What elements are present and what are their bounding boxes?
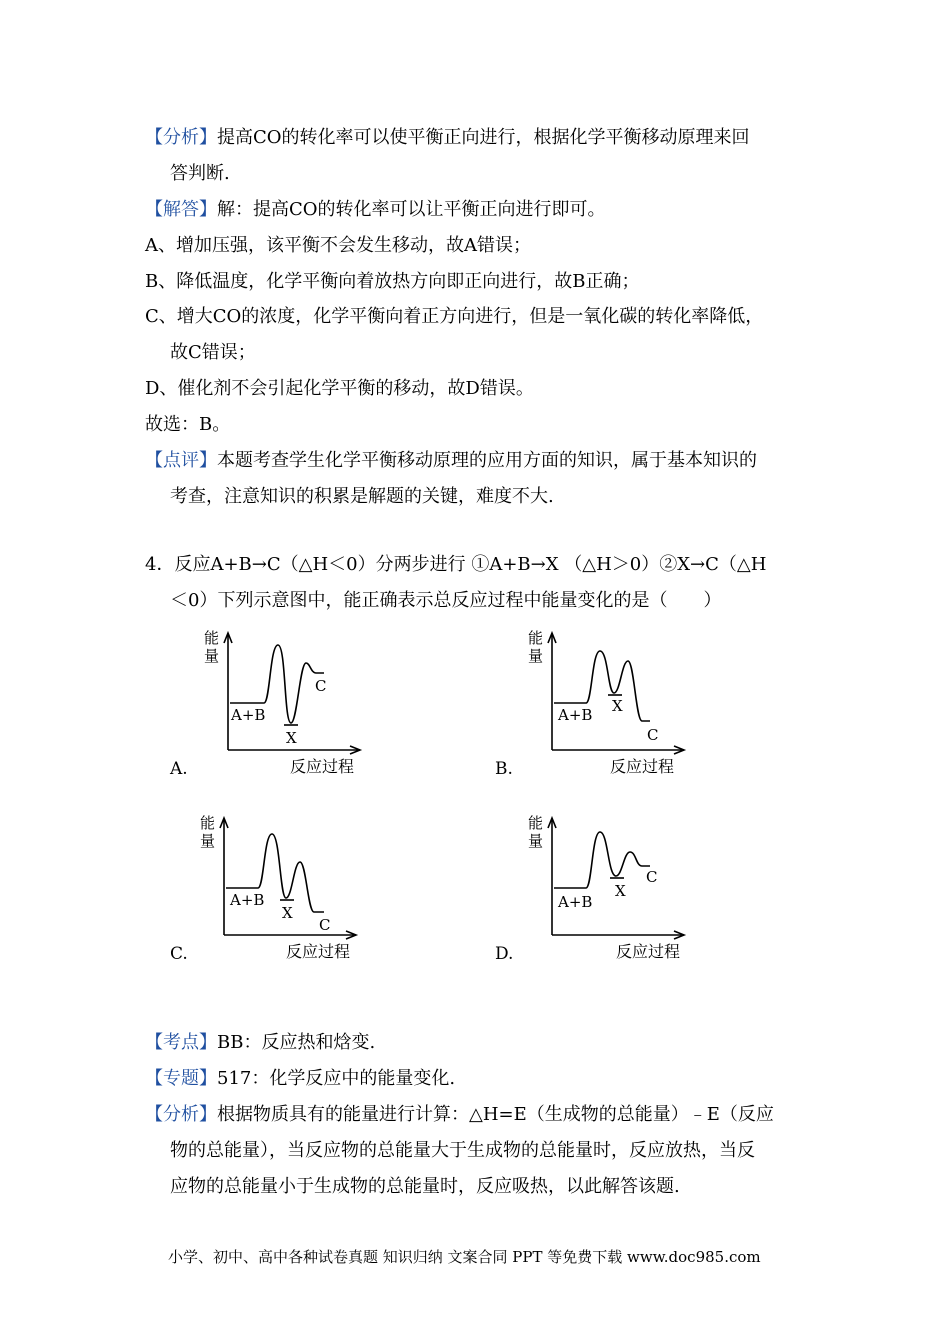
analysis2-text-2: 物的总能量），当反应物的总能量大于生成物的总能量时，反应放热，当反 [170,1140,755,1161]
y-label-2: 量 [200,832,216,850]
product-label: C [319,916,331,934]
energy-diagram-d [524,810,724,960]
y-label-2: 量 [528,832,544,850]
analysis-text-2: 答判断. [170,163,230,184]
energy-curve-d [554,832,650,888]
energy-diagram-c [196,810,396,960]
comment-tag: 【点评】 [145,450,217,471]
kaodian-line [145,1031,375,1055]
y-label-2: 量 [528,647,544,665]
zhuanti-text: 517：化学反应中的能量变化. [217,1068,456,1089]
x-axis-label: 反应过程 [290,757,355,776]
energy-diagram-b [524,625,724,775]
product-label: C [315,677,327,695]
analysis-text-1: 提高CO的转化率可以使平衡正向进行，根据化学平衡移动原理来回 [217,127,750,148]
answer-line-1 [145,198,606,222]
intermediate-label: X [612,697,623,715]
analysis2-tag: 【分析】 [145,1104,217,1125]
answer-option-d: D、催化剂不会引起化学平衡的移动，故D错误。 [145,378,534,399]
kaodian-tag: 【考点】 [145,1032,217,1053]
reactant-label: A+B [230,891,265,909]
product-label: C [646,868,658,886]
y-label-1: 能 [528,814,544,832]
reactant-label: A+B [558,706,593,724]
kaodian-text: BB：反应热和焓变. [217,1032,376,1053]
intermediate-label: X [282,904,293,922]
reactant-label: A+B [231,706,266,724]
analysis-line-1 [145,126,750,150]
answer-option-a: A、增加压强，该平衡不会发生移动，故A错误； [145,235,531,256]
reactant-label: A+B [558,893,593,911]
y-label-1: 能 [528,629,544,647]
comment-text-2: 考查，注意知识的积累是解题的关键，难度不大. [170,486,554,507]
comment-text-1: 本题考查学生化学平衡移动原理的应用方面的知识，属于基本知识的 [217,450,757,471]
y-label-1: 能 [204,629,220,647]
option-d-label: D. [495,944,514,964]
comment-line-1 [145,449,757,473]
answer-text-1: 解：提高CO的转化率可以让平衡正向进行即可。 [217,199,606,220]
option-a-label: A. [170,759,188,779]
energy-diagram-a [200,625,400,775]
answer-choice: 故选：B。 [145,414,231,435]
x-axis-label: 反应过程 [610,757,675,776]
question-4-line-2: ＜0）下列示意图中，能正确表示总反应过程中能量变化的是（ ） [170,590,722,611]
y-label-1: 能 [200,814,216,832]
x-axis-label: 反应过程 [286,942,351,961]
analysis2-text-3: 应物的总能量小于生成物的总能量时，反应吸热，以此解答该题. [170,1176,680,1197]
x-axis-label: 反应过程 [616,942,681,961]
question-4-line-1: 4．反应A+B→C（△H＜0）分两步进行 ①A+B→X （△H＞0）②X→C（△H [145,554,767,575]
intermediate-label: X [615,882,626,900]
answer-option-c-2: 故C错误； [170,342,256,363]
option-b-label: B. [495,759,513,779]
intermediate-label: X [286,729,297,747]
analysis2-line-1 [145,1103,774,1127]
zhuanti-tag: 【专题】 [145,1068,217,1089]
answer-option-b: B、降低温度，化学平衡向着放热方向即正向进行，故B正确； [145,271,640,292]
product-label: C [647,726,659,744]
analysis2-text-1: 根据物质具有的能量进行计算：△H=E（生成物的总能量）﹣E（反应 [217,1104,774,1125]
analysis-tag: 【分析】 [145,127,217,148]
answer-tag: 【解答】 [145,199,217,220]
y-label-2: 量 [204,647,220,665]
zhuanti-line [145,1067,455,1091]
page-footer: 小学、初中、高中各种试卷真题 知识归纳 文案合同 PPT 等免费下载 www.doc985.com [168,1248,761,1266]
option-c-label: C. [170,944,188,964]
answer-option-c-1: C、增大CO的浓度，化学平衡向着正方向进行，但是一氧化碳的转化率降低， [145,306,764,327]
